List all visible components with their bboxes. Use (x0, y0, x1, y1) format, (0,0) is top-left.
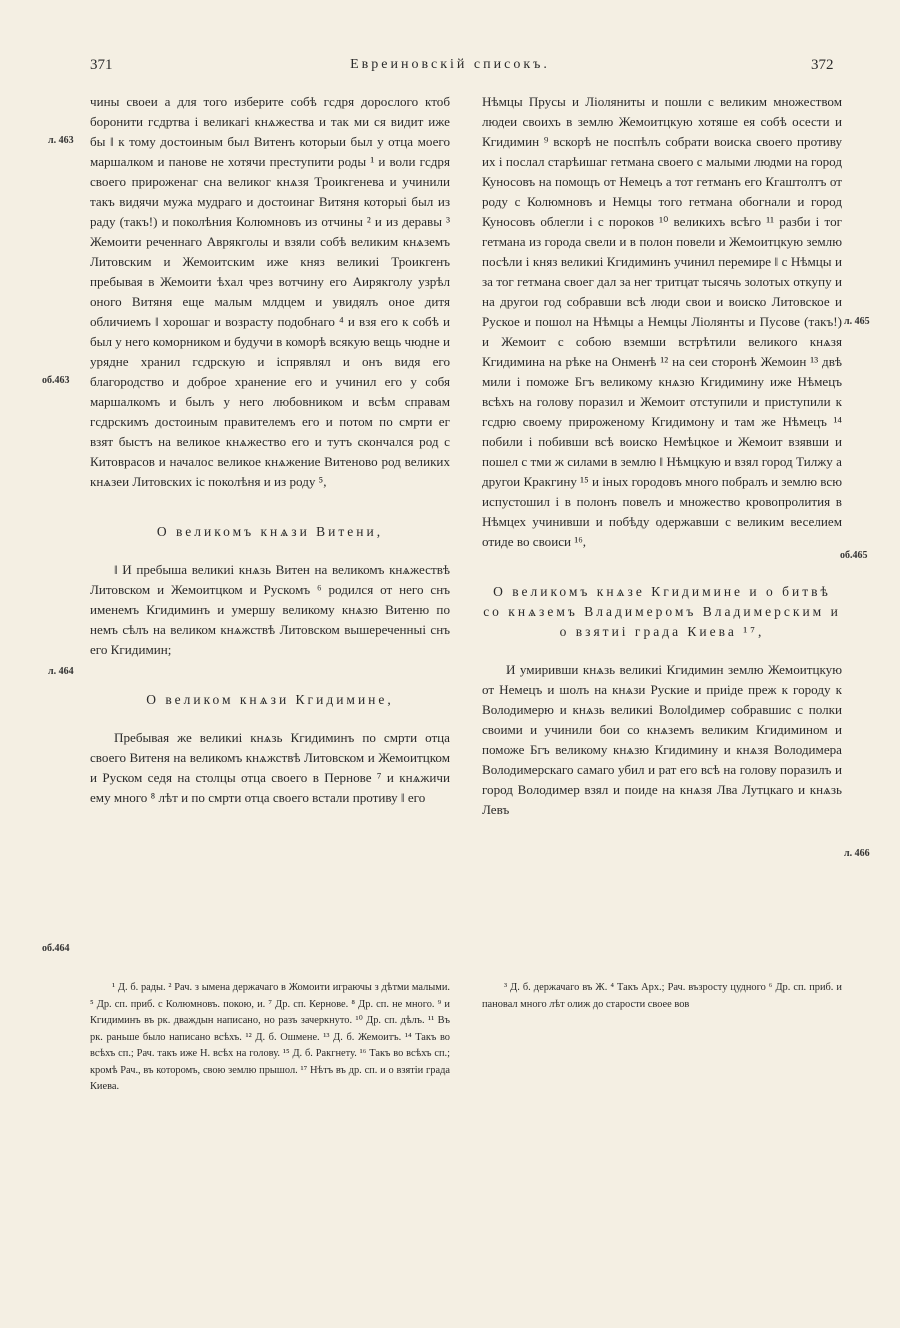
footnotes-right (482, 980, 842, 1013)
left-page-number: 371 (90, 57, 113, 73)
right-paragraph-2: И умиривши кнѧзь великиі Кгидимин землю Жемоитцкую от Немецъ и шолъ на кнѧзи Руские и приіде преж к городу к Володимерю и кнѧзь великиі Воло‖димер собравшис с полки своими и учинили бои со кнѧземъ великим Кгидимином и поможе Бгъ великому кнѧзю Кгидимину и кнѧзя Володимера Володимерскаго самаго убил и рат его всѣ на голову поразилъ и город Володимер взял и поиде на кнѧзя Лва Лутцкаго и кнѧзь Левъ (482, 662, 842, 817)
left-heading-2: О великом кнѧзи Кгидимине, (146, 692, 394, 707)
left-paragraph-1: чины своеи а для того изберите собѣ гсдря дорослого ктоб боронити гсдртва і великагі кнѧжества и так ми ся видит иже бы ‖ к тому достоиным был Витенъ которыи был у отца моего маршалком и панове не хотячи преступити роды ¹ и воли гсдря своего прироженаг сна великог кнѧзя Троикгенева и учинили такъ видячи мужа мудраго и достоинаг Витяня которыі был из раду (такъ!) и поколѣния Колюмновъ из отчины ² и из деравы ³ Жемоити реченнаго Аврякголы и взяли собѣ великим кнѧземъ Литовским и Жемоитским иже княз великиі Троикгенъ пребывая в Жемоити ѣхал чрез вотчину его Аирякголу узрѣл оного Витяня еще малым млдцем и увидялъ оное дитя обличиемъ ‖ хорошаг и возрасту подобнаго ⁴ и взя его к собѣ и был у него коморником и будучи в коморѣ всякую вещь чюдне и урядне хранил гсдрскую и іспрявлял и онъ видя его благородство и доброе хранение его и учинил его у собя маршалкомъ и былъ у него любовником и всѣм справам гсдрскимъ достоиным правителемъ его и потом по смрти ег взят быстъ на великое кнѧжество его и тутъ скончался род с Китоврасов и началос великое кнѧжение Витеново род великих кнѧзеи Литовских іс поколѣня и из роду ⁵, (90, 94, 450, 489)
footnotes-right-text: ³ Д. б. держачаго въ Ж. ⁴ Такъ Арх.; Рач. възросту цудного ⁶ Др. сп. приб. и пановал много лѣт олиж до старости своее вов (482, 982, 842, 1010)
footnotes-left (90, 980, 450, 1096)
left-paragraph-2: ‖ И пребыша великиі кнѧзь Витен на великомъ кнѧжествѣ Литовском и Жемоитцком и Рускомъ ⁶ родился от него снъ именемъ Кгидиминъ и умершу великому кнѧзю Витеню по немъ сѣлъ на великом кнѧжствѣ Литовском вышереченныі снъ его Кгидимин; (90, 562, 450, 657)
right-column (482, 92, 842, 820)
left-paragraph-3: Пребывая же великиі кнѧзь Кгидиминъ по смрти отца своего Витеня на великомъ кнѧжствѣ Литовском и Жемоитцком и Руском седя на столцы отца своего в Пернове ⁷ и кнѧжичи ему много ⁸ лѣт и по смрти отца своего встали противу ‖ его (90, 730, 450, 805)
margin-note-l464: л. 464 (48, 666, 74, 677)
left-heading-1: О великомъ кнѧзи Витени, (156, 524, 384, 539)
margin-note-ob463: об.463 (42, 375, 70, 386)
margin-note-l463: л. 463 (48, 135, 74, 146)
footnotes-left-text: ¹ Д. б. рады. ² Рач. з ымена держачаго в Жомоити играючы з дѣтми малыми. ⁵ Др. сп. приб. с Колюмновъ. покою, и. ⁷ Др. сп. Кернове. ⁸ Др. сп. не много. ⁹ и Кгидиминъ въ рк. дваждын написано, но разъ зачеркнуто. ¹⁰ Др. сп. дѣлъ. ¹¹ Въ рк. раньше было написано всѣхъ. ¹² Д. б. Ошмене. ¹³ Д. б. Жемоитъ. ¹⁴ Такъ во всѣхъ сп.; Рач. такъ иже Н. всѣх на голову. ¹⁵ Д. б. Ракгнету. ¹⁶ Такъ во всѣхъ сп.; кромѣ Рач., въ которомъ, свою землю прышол. ¹⁷ Нѣтъ въ др. сп. и о взятіи града Киева. (90, 982, 450, 1092)
left-column (90, 92, 450, 808)
footnote-divider (90, 972, 836, 973)
running-title: Евреиновскій списокъ. (350, 57, 550, 72)
margin-note-ob465: об.465 (840, 550, 868, 561)
margin-note-l465: л. 465 (844, 316, 870, 327)
right-paragraph-1: Нѣмцы Прусы и Ліоляниты и пошли с великим множеством людеи своихъ в землю Жемоитцкую хотяше ея собѣ осести и Кгидимин ⁹ вскорѣ не поспѣлъ собрати воиска своего противу их і послал старѣишаг гетмана своего с малыми людми на город Куносовъ на помощъ от Немецъ а тот гетманъ его Кгаштолтъ от роду с Колюмновъ и Немцы того гетмана обогнали и город Куносовъ облегли і с пороков ¹⁰ великихъ всѣго ¹¹ разби і тог гетмана из города свели и в полон повели и Жемоитцкую землю посѣли і княз великиі Кгидиминъ учинил перемире ‖ с Нѣмцы и за тог гетмана своег дал за нег тритцат тысячь золотых откупу и на другои год собравши всѣ люди свои и воиско Литовское и Руское и пошол на Нѣмцы а Немцы Ліолянты и Пусове (такъ!) и Жемоит с собою вземши встрѣтили великого кнѧзя Кгидимина на рѣке на Онменѣ ¹² на сеи сторонѣ Жемоин ¹³ двѣ мили і поможе Бгъ великому кнѧзю Кгидимину иже Нѣмецъ всѣхъ на голову поразил и Жемоит отступили и приступили к гсдрю своему прироженому Кгидимону и там же Нѣмецъ ¹⁴ побили і побивши всѣ воиско Немѣцкое и Жемоит взявши и пошел с тми ж силами в землю ‖ Нѣмцкую и взял город Тилжу а другои Кракгину ¹⁵ и іных городовъ много побралъ и землю всю испустошил і в полонъ повелъ и множество кровопролития в Нѣмцех учинивши и побѣду одержавши с великим веселием отиде во своиси ¹⁶, (482, 94, 842, 549)
margin-note-l466: л. 466 (844, 848, 870, 859)
margin-note-ob464: об.464 (42, 943, 70, 954)
right-page-number: 372 (811, 57, 834, 73)
page-header (0, 57, 900, 77)
right-heading-1: О великомъ кнѧзе Кгидимине и о битвѣ со кнѧземъ Владимеромъ Владимерским и о взятиі града Киева ¹⁷, (483, 584, 841, 639)
